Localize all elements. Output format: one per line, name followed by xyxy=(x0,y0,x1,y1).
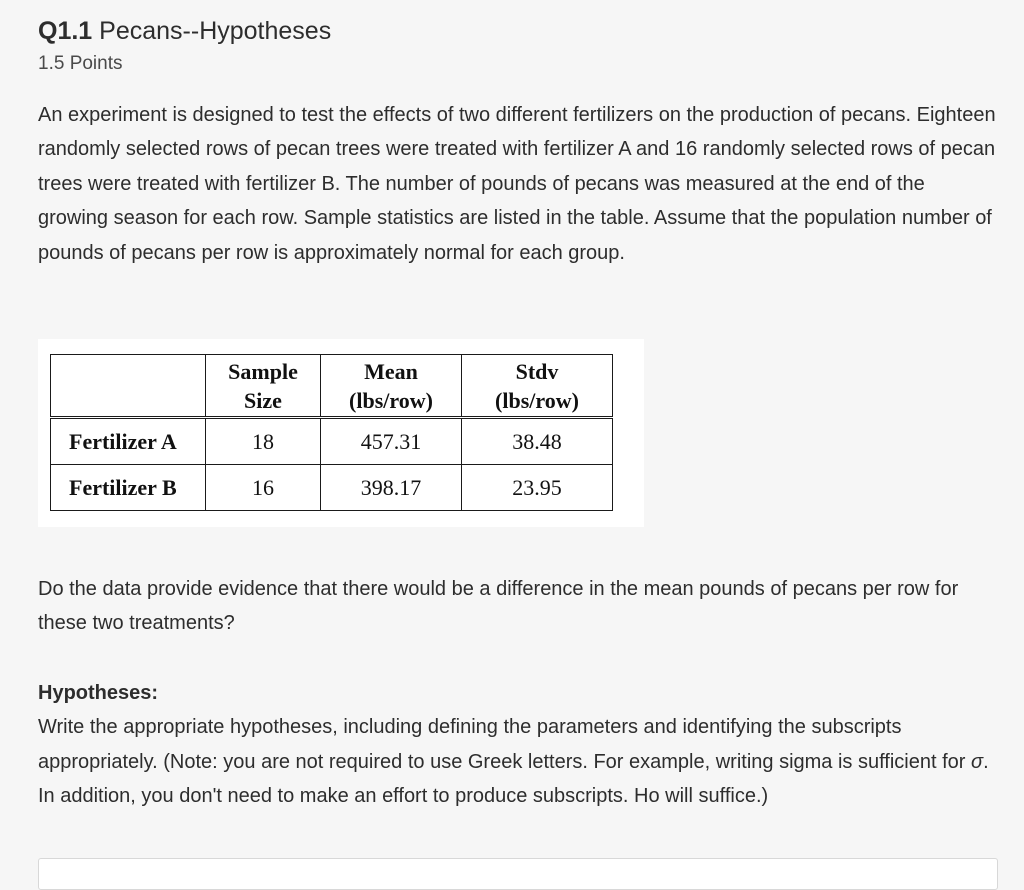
table-header-stdv xyxy=(462,355,613,418)
header-mean-line1: Mean xyxy=(364,358,418,384)
statistics-table-image xyxy=(38,339,644,527)
question-title xyxy=(38,14,1004,48)
intro-paragraph: An experiment is designed to test the effects of two different fertilizers on the production of pecans. Eighteen randomly selected rows of pecan trees were treated with fertilizer A and 16 randomly selected rows of pecan trees were treated with fertilizer B. The number of pounds of pecans was measured at the end of the growing season for each row. Sample statistics are listed in the table. Assume that the population number of pounds of pecans per row is approximately normal for each group. xyxy=(38,104,996,264)
table-row xyxy=(51,465,613,511)
cell-mean: 398.17 xyxy=(321,465,462,511)
cell-stdv: 23.95 xyxy=(462,465,613,511)
cell-stdv: 38.48 xyxy=(462,418,613,465)
header-sample-line1: Sample xyxy=(228,358,298,384)
question-title-text: Pecans--Hypotheses xyxy=(99,17,332,45)
table-row xyxy=(51,418,613,465)
header-stdv-line1: Stdv xyxy=(515,358,559,384)
question-paragraph: Do the data provide evidence that there would be a difference in the mean pounds of pecans per row for these two treatments? xyxy=(38,578,959,635)
hypotheses-heading: Hypotheses: xyxy=(38,682,159,704)
cell-mean: 457.31 xyxy=(321,418,462,465)
header-mean-line2: (lbs/row) xyxy=(349,387,433,413)
answer-textarea[interactable] xyxy=(38,858,998,890)
table-header-blank xyxy=(51,355,206,418)
instructions-text-part1: Write the appropriate hypotheses, including defining the parameters and identifying the subscripts appropriately. (Note: you are not required to use Greek letters. For example, writing sigma is sufficient for xyxy=(38,716,972,773)
question-header xyxy=(38,14,1004,78)
statistics-table xyxy=(50,354,613,511)
table-header-sample-size xyxy=(206,355,321,418)
header-sample-line2: Size xyxy=(244,387,282,413)
row-label: Fertilizer B xyxy=(51,465,206,511)
table-header-mean xyxy=(321,355,462,418)
cell-sample-size: 18 xyxy=(206,418,321,465)
question-points: 1.5 Points xyxy=(38,53,123,74)
instructions-text-part2: . In addition, you don't need to make an effort to produce subscripts. Ho will suffice.) xyxy=(38,750,989,808)
hypotheses-instructions xyxy=(38,710,998,813)
table-header-row xyxy=(51,355,613,418)
cell-sample-size: 16 xyxy=(206,465,321,511)
question-number: Q1.1 xyxy=(38,17,93,45)
row-label: Fertilizer A xyxy=(51,418,206,465)
header-stdv-line2: (lbs/row) xyxy=(495,387,579,413)
sigma-symbol: σ xyxy=(971,750,984,773)
hypotheses-section xyxy=(38,676,998,814)
